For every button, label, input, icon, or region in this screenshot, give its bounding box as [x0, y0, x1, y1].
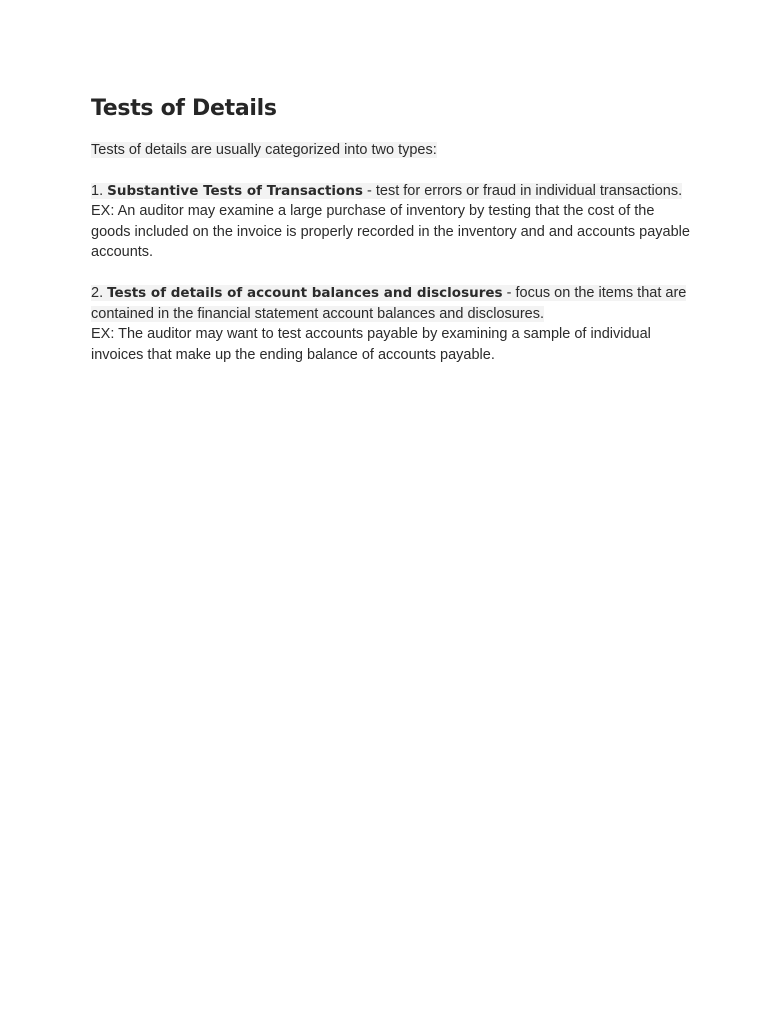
spacer: [91, 161, 691, 181]
document-title: Tests of Details: [91, 96, 277, 121]
item-2-definition: - focus on the items that are contained in the financial statement account balances and disclosures.: [91, 284, 687, 322]
item-1-heading: [91, 183, 682, 199]
item-1-definition: - test for errors or fraud in individual transactions.: [362, 182, 683, 199]
item-1-paragraph: [91, 181, 691, 263]
item-2-paragraph: [91, 283, 691, 365]
item-2-heading: [91, 285, 686, 322]
document-page: [91, 94, 691, 365]
intro-text: Tests of details are usually categorized into two types:: [91, 142, 437, 158]
spacer: [91, 263, 691, 283]
item-1-number: 1.: [91, 182, 104, 199]
item-2-term: Tests of details of account balances and disclosures: [107, 284, 503, 301]
intro-paragraph: [91, 140, 691, 161]
item-2-example: EX: The auditor may want to test accounts payable by examining a sample of individual invoices that make up the ending balance of accounts payable.: [91, 326, 651, 363]
item-1-term: Substantive Tests of Transactions: [107, 182, 363, 199]
item-2-number: 2.: [91, 284, 104, 301]
item-1-example: EX: An auditor may examine a large purchase of inventory by testing that the cost of the goods included on the invoice is properly recorded in the inventory and and accounts payable accounts.: [91, 203, 690, 261]
